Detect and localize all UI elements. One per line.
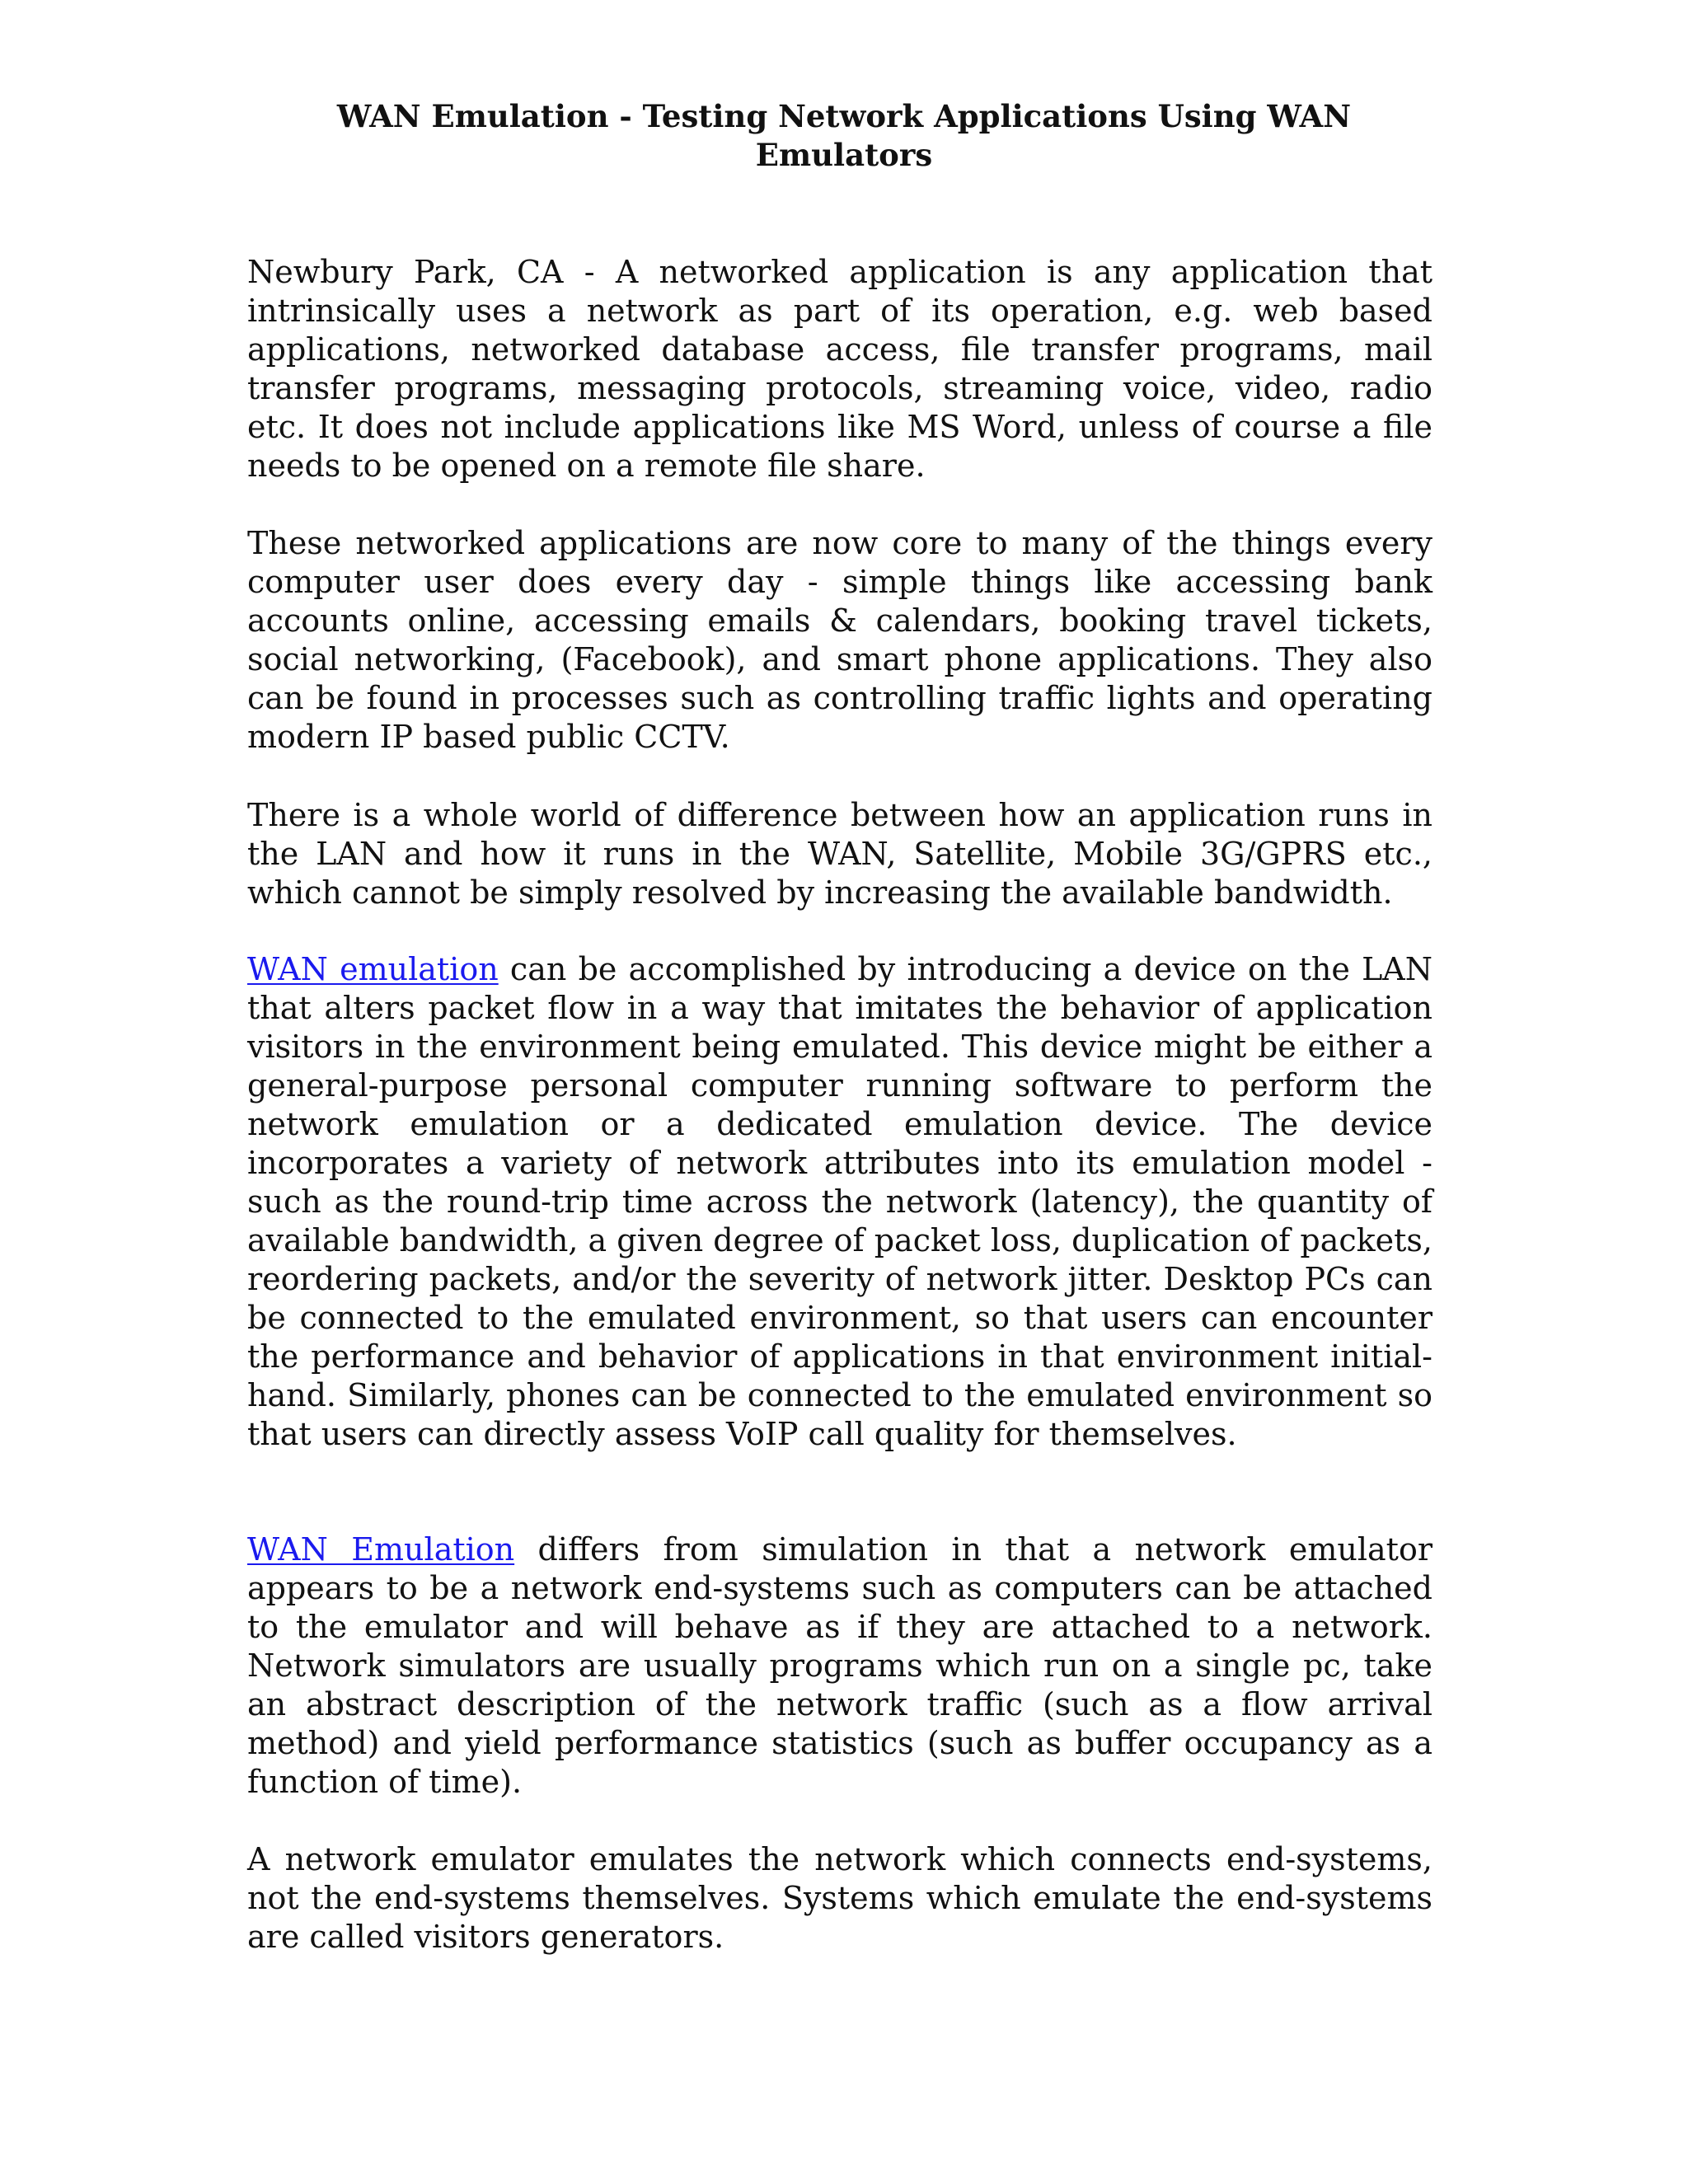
- title-line-1: WAN Emulation - Testing Network Applications Using WAN: [336, 98, 1352, 134]
- paragraph-emulation-vs-simulation: [247, 1530, 1432, 1802]
- paragraph-wan-emulation-device-text: can be accomplished by introducing a device on the LAN that alters packet flow in a way that imitates the behavior of application visitors in the environment being emulated. This device might be either a general-purpose personal computer running software to perform the network emulation or a dedicated emulation device. The device incorporates a variety of network attributes into its emulation model - such as the round-trip time across the network (latency), the quantity of available bandwidth, a given degree of packet loss, duplication of packets, reordering packets, and/or the severity of network jitter. Desktop PCs can be connected to the emulated environment, so that users can encounter the performance and behavior of applications in that environment initial-hand. Similarly, phones can be connected to the emulated environment so that users can directly assess VoIP call quality for themselves.: [247, 951, 1432, 1452]
- document-title: [247, 97, 1441, 175]
- wan-emulation-link[interactable]: WAN emulation: [247, 951, 499, 987]
- paragraph-lan-vs-wan: There is a whole world of difference between how an application runs in the LAN and how it runs in the WAN, Satellite, Mobile 3G/GPRS etc., which cannot be simply resolved by increasing the available bandwidth.: [247, 797, 1432, 911]
- wan-emulation-link-2[interactable]: WAN Emulation: [247, 1531, 515, 1568]
- paragraph-intro: Newbury Park, CA - A networked application is any application that intrinsically uses a network as part of its operation, e.g. web based applications, networked database access, file transfer programs, mail transfer programs, messaging protocols, streaming voice, video, radio etc. It does not include applications like MS Word, unless of course a file needs to be opened on a remote file share.: [247, 254, 1432, 484]
- paragraph-network-emulator: A network emulator emulates the network which connects end-systems, not the end-systems themselves. Systems which emulate the end-systems are called visitors generators.: [247, 1841, 1432, 1955]
- paragraph-wan-emulation-device: [247, 950, 1432, 1454]
- paragraph-emulation-vs-simulation-text: differs from simulation in that a network emulator appears to be a network end-systems such as computers can be attached to the emulator and will behave as if they are attached to a network. Network simulators are usually programs which run on a single pc, take an abstract description of the network traffic (such as a flow arrival method) and yield performance statistics (such as buffer occupancy as a function of time).: [247, 1531, 1432, 1800]
- paragraph-core-applications: These networked applications are now core to many of the things every computer user does every day - simple things like accessing bank accounts online, accessing emails & calendars, booking travel tickets, social networking, (Facebook), and smart phone applications. They also can be found in processes such as controlling traffic lights and operating modern IP based public CCTV.: [247, 525, 1432, 755]
- title-line-2: Emulators: [755, 137, 933, 173]
